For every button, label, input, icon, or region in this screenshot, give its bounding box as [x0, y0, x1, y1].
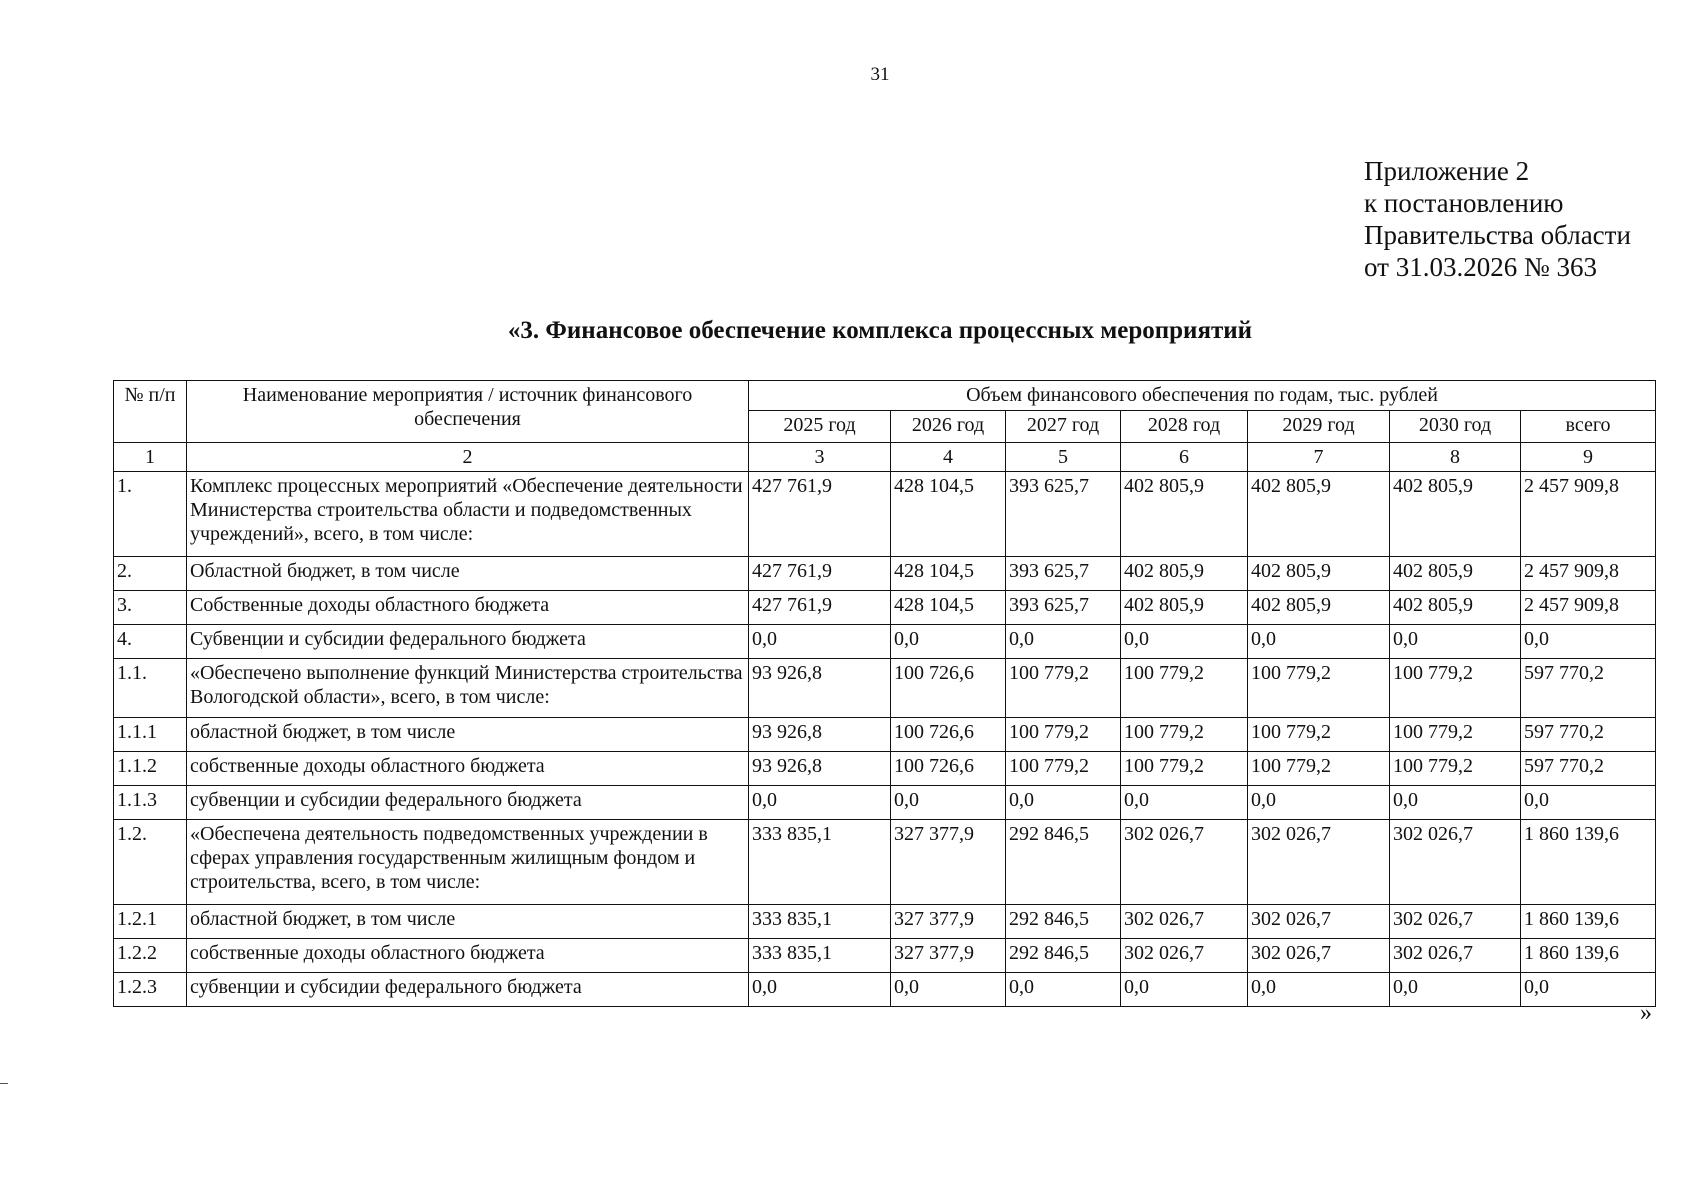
financing-table [113, 380, 1656, 1007]
row-name: «Обеспечено выполнение функций Министерства строительства Вологодской области», всего, в том числе: [187, 659, 749, 718]
row-value: 0,0 [891, 973, 1006, 1007]
row-value: 0,0 [1121, 786, 1248, 820]
row-value: 100 779,2 [1248, 752, 1390, 786]
table-row [114, 557, 1656, 591]
row-value: 0,0 [1521, 973, 1656, 1007]
row-value: 302 026,7 [1390, 939, 1521, 973]
table-row [114, 786, 1656, 820]
table-row [114, 591, 1656, 625]
table-row [114, 973, 1656, 1007]
row-value: 427 761,9 [749, 472, 891, 557]
row-number: 4. [114, 625, 187, 659]
row-value: 100 779,2 [1390, 718, 1521, 752]
row-value: 0,0 [1121, 973, 1248, 1007]
column-number-cell: 9 [1521, 443, 1656, 472]
scan-edge-mark [0, 1083, 8, 1084]
column-number-cell: 1 [114, 443, 187, 472]
row-name: собственные доходы областного бюджета [187, 752, 749, 786]
row-value: 333 835,1 [749, 939, 891, 973]
row-value: 428 104,5 [891, 557, 1006, 591]
appendix-line: Правительства области [1364, 220, 1631, 250]
row-value: 0,0 [1390, 625, 1521, 659]
row-name: Субвенции и субсидии федерального бюджета [187, 625, 749, 659]
header-year: 2028 год [1121, 411, 1248, 443]
header-num: № п/п [114, 381, 187, 443]
row-value: 292 846,5 [1006, 939, 1121, 973]
row-number: 1.2.3 [114, 973, 187, 1007]
row-value: 1 860 139,6 [1521, 905, 1656, 939]
row-value: 302 026,7 [1121, 905, 1248, 939]
row-value: 100 779,2 [1390, 659, 1521, 718]
row-number: 1.1. [114, 659, 187, 718]
row-value: 0,0 [749, 625, 891, 659]
row-value: 0,0 [891, 625, 1006, 659]
row-value: 100 779,2 [1121, 718, 1248, 752]
row-value: 1 860 139,6 [1521, 820, 1656, 905]
row-value: 0,0 [749, 973, 891, 1007]
row-value: 0,0 [1390, 786, 1521, 820]
row-value: 100 779,2 [1248, 659, 1390, 718]
column-number-cell: 6 [1121, 443, 1248, 472]
column-number-cell: 7 [1248, 443, 1390, 472]
row-name: субвенции и субсидии федерального бюджета [187, 786, 749, 820]
header-name: Наименование мероприятия / источник финансового обеспечения [187, 381, 749, 443]
row-value: 302 026,7 [1248, 905, 1390, 939]
row-value: 427 761,9 [749, 591, 891, 625]
row-value: 93 926,8 [749, 718, 891, 752]
closing-quote: » [1640, 1000, 1652, 1026]
appendix-block [1364, 155, 1631, 283]
row-number: 1.2. [114, 820, 187, 905]
row-value: 428 104,5 [891, 472, 1006, 557]
row-value: 100 726,6 [891, 659, 1006, 718]
row-name: Областной бюджет, в том числе [187, 557, 749, 591]
row-name: Комплекс процессных мероприятий «Обеспечение деятельности Министерства строительства области и подведомственных учреждений», всего, в том числе: [187, 472, 749, 557]
row-name: Собственные доходы областного бюджета [187, 591, 749, 625]
row-value: 0,0 [1006, 973, 1121, 1007]
row-number: 1.2.2 [114, 939, 187, 973]
row-value: 302 026,7 [1121, 820, 1248, 905]
header-volume: Объем финансового обеспечения по годам, тыс. рублей [749, 381, 1656, 411]
row-value: 402 805,9 [1248, 557, 1390, 591]
row-value: 402 805,9 [1121, 591, 1248, 625]
row-value: 393 625,7 [1006, 557, 1121, 591]
row-value: 0,0 [1248, 625, 1390, 659]
header-year: 2026 год [891, 411, 1006, 443]
row-value: 100 779,2 [1121, 659, 1248, 718]
row-value: 597 770,2 [1521, 752, 1656, 786]
column-number-cell: 5 [1006, 443, 1121, 472]
row-name: областной бюджет, в том числе [187, 905, 749, 939]
row-value: 2 457 909,8 [1521, 472, 1656, 557]
section-title: «3. Финансовое обеспечение комплекса процессных мероприятий [507, 317, 1253, 344]
row-value: 402 805,9 [1390, 591, 1521, 625]
row-value: 327 377,9 [891, 939, 1006, 973]
row-value: 100 779,2 [1006, 752, 1121, 786]
row-value: 93 926,8 [749, 659, 891, 718]
row-value: 0,0 [1390, 973, 1521, 1007]
row-value: 100 726,6 [891, 752, 1006, 786]
row-name: собственные доходы областного бюджета [187, 939, 749, 973]
row-value: 93 926,8 [749, 752, 891, 786]
row-value: 0,0 [1248, 786, 1390, 820]
header-year: 2030 год [1390, 411, 1521, 443]
row-value: 0,0 [891, 786, 1006, 820]
row-value: 597 770,2 [1521, 659, 1656, 718]
row-number: 3. [114, 591, 187, 625]
header-year: всего [1521, 411, 1656, 443]
column-numbers-row [114, 443, 1656, 472]
row-value: 327 377,9 [891, 820, 1006, 905]
row-value: 292 846,5 [1006, 820, 1121, 905]
table-body [114, 443, 1656, 1007]
row-value: 393 625,7 [1006, 472, 1121, 557]
row-value: 1 860 139,6 [1521, 939, 1656, 973]
column-number-cell: 3 [749, 443, 891, 472]
row-value: 302 026,7 [1121, 939, 1248, 973]
row-value: 100 779,2 [1248, 718, 1390, 752]
table-row [114, 820, 1656, 905]
header-year: 2027 год [1006, 411, 1121, 443]
table-row [114, 939, 1656, 973]
row-value: 302 026,7 [1248, 820, 1390, 905]
row-number: 1.1.3 [114, 786, 187, 820]
row-value: 100 779,2 [1006, 718, 1121, 752]
row-value: 327 377,9 [891, 905, 1006, 939]
row-value: 100 726,6 [891, 718, 1006, 752]
row-value: 333 835,1 [749, 820, 891, 905]
row-value: 402 805,9 [1248, 591, 1390, 625]
table-row [114, 752, 1656, 786]
row-value: 402 805,9 [1121, 557, 1248, 591]
table-row [114, 625, 1656, 659]
row-value: 2 457 909,8 [1521, 591, 1656, 625]
row-value: 100 779,2 [1006, 659, 1121, 718]
row-value: 0,0 [1248, 973, 1390, 1007]
header-year: 2025 год [749, 411, 891, 443]
appendix-line: Приложение 2 [1364, 156, 1530, 186]
table-row [114, 718, 1656, 752]
page-number: 31 [870, 64, 890, 85]
row-value: 402 805,9 [1248, 472, 1390, 557]
row-value: 0,0 [1121, 625, 1248, 659]
row-value: 302 026,7 [1390, 820, 1521, 905]
appendix-line: к постановлению [1364, 188, 1564, 218]
table-row [114, 905, 1656, 939]
row-value: 402 805,9 [1390, 472, 1521, 557]
row-value: 302 026,7 [1248, 939, 1390, 973]
row-value: 333 835,1 [749, 905, 891, 939]
row-number: 1. [114, 472, 187, 557]
table-row [114, 659, 1656, 718]
row-name: субвенции и субсидии федерального бюджета [187, 973, 749, 1007]
row-value: 0,0 [749, 786, 891, 820]
row-name: «Обеспечена деятельность подведомственных учреждении в сферах управления государственным жилищным фондом и строительства, всего, в том числе: [187, 820, 749, 905]
row-name: областной бюджет, в том числе [187, 718, 749, 752]
row-value: 302 026,7 [1390, 905, 1521, 939]
row-value: 402 805,9 [1390, 557, 1521, 591]
column-number-cell: 4 [891, 443, 1006, 472]
row-value: 2 457 909,8 [1521, 557, 1656, 591]
column-number-cell: 2 [187, 443, 749, 472]
row-value: 0,0 [1006, 625, 1121, 659]
row-value: 0,0 [1521, 786, 1656, 820]
row-value: 0,0 [1521, 625, 1656, 659]
row-number: 1.2.1 [114, 905, 187, 939]
appendix-line: от 31.03.2026 № 363 [1364, 252, 1597, 282]
row-number: 1.1.2 [114, 752, 187, 786]
row-value: 402 805,9 [1121, 472, 1248, 557]
row-number: 2. [114, 557, 187, 591]
row-value: 428 104,5 [891, 591, 1006, 625]
column-number-cell: 8 [1390, 443, 1521, 472]
financing-table-wrapper [113, 380, 1655, 1007]
row-value: 427 761,9 [749, 557, 891, 591]
row-value: 100 779,2 [1121, 752, 1248, 786]
table-row [114, 472, 1656, 557]
row-value: 292 846,5 [1006, 905, 1121, 939]
header-year: 2029 год [1248, 411, 1390, 443]
row-value: 393 625,7 [1006, 591, 1121, 625]
row-number: 1.1.1 [114, 718, 187, 752]
row-value: 597 770,2 [1521, 718, 1656, 752]
row-value: 100 779,2 [1390, 752, 1521, 786]
row-value: 0,0 [1006, 786, 1121, 820]
